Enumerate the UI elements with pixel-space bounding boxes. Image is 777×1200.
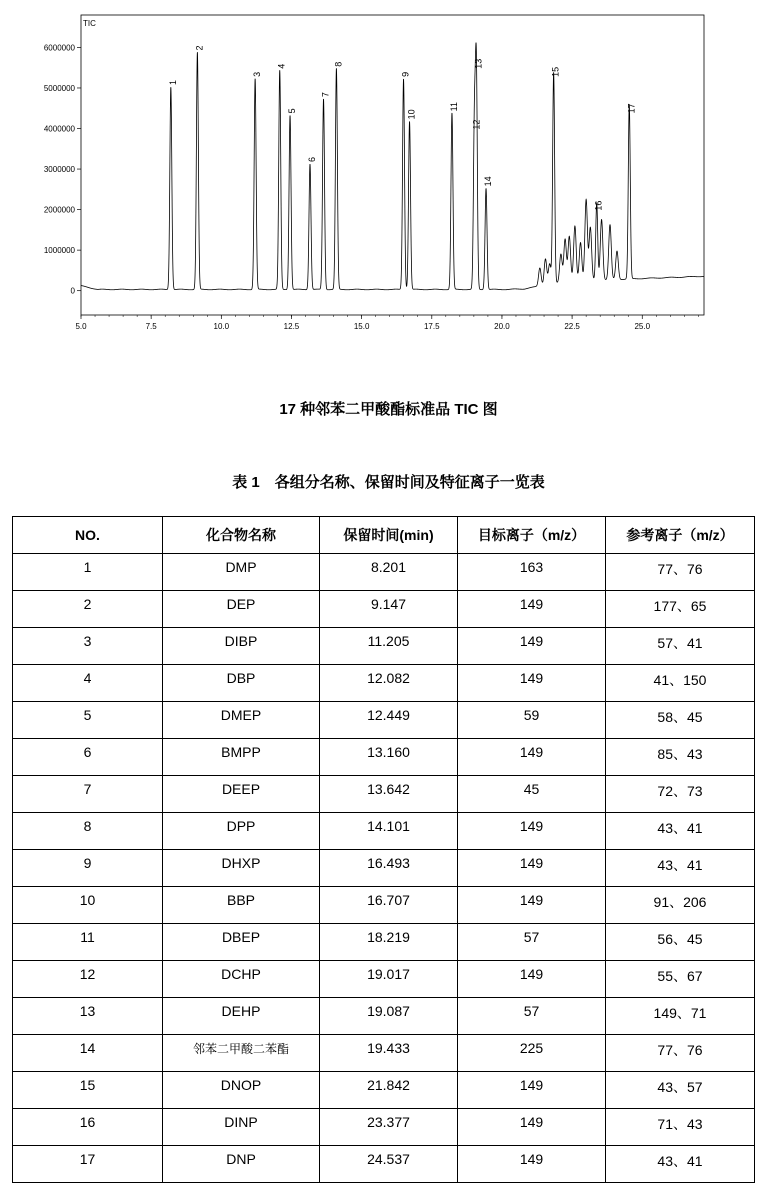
cell-reference-ion: 43、41 bbox=[606, 813, 755, 850]
cell-no: 12 bbox=[13, 961, 163, 998]
y-tick-label: 6000000 bbox=[43, 43, 75, 53]
cell-no: 6 bbox=[13, 739, 163, 776]
cell-reference-ion: 77、76 bbox=[606, 1035, 755, 1072]
peak-label: 17 bbox=[626, 103, 637, 114]
cell-target-ion: 149 bbox=[458, 591, 606, 628]
cell-compound-name: DEP bbox=[163, 591, 320, 628]
cell-compound-name: DINP bbox=[163, 1109, 320, 1146]
y-tick-label: 5000000 bbox=[43, 83, 75, 93]
cell-no: 17 bbox=[13, 1146, 163, 1183]
x-tick-label: 17.5 bbox=[423, 322, 440, 331]
cell-no: 9 bbox=[13, 850, 163, 887]
cell-no: 2 bbox=[13, 591, 163, 628]
table-row bbox=[13, 591, 755, 628]
cell-reference-ion: 149、71 bbox=[606, 998, 755, 1035]
cell-target-ion: 149 bbox=[458, 887, 606, 924]
peak-label: 4 bbox=[276, 63, 287, 69]
y-tick-label: 4000000 bbox=[43, 124, 75, 134]
table-row bbox=[13, 887, 755, 924]
cell-target-ion: 149 bbox=[458, 628, 606, 665]
cell-no: 7 bbox=[13, 776, 163, 813]
cell-reference-ion: 56、45 bbox=[606, 924, 755, 961]
cell-retention-time: 21.842 bbox=[320, 1072, 458, 1109]
peak-label: 11 bbox=[448, 101, 459, 112]
table-row bbox=[13, 850, 755, 887]
cell-target-ion: 57 bbox=[458, 924, 606, 961]
cell-compound-name: DHXP bbox=[163, 850, 320, 887]
cell-reference-ion: 91、206 bbox=[606, 887, 755, 924]
table-row bbox=[13, 554, 755, 591]
cell-retention-time: 18.219 bbox=[320, 924, 458, 961]
y-tick-label: 1000000 bbox=[43, 246, 75, 256]
header-no: NO. bbox=[13, 517, 163, 554]
peak-label: 12 bbox=[471, 119, 482, 130]
table-title: 表 1 各组分名称、保留时间及特征离子一览表 bbox=[232, 474, 545, 491]
cell-retention-time: 23.377 bbox=[320, 1109, 458, 1146]
peak-label: 6 bbox=[306, 156, 317, 162]
peak-label: 10 bbox=[406, 109, 417, 120]
cell-retention-time: 19.087 bbox=[320, 998, 458, 1035]
cell-no: 8 bbox=[13, 813, 163, 850]
cell-reference-ion: 55、67 bbox=[606, 961, 755, 998]
x-tick-label: 20.0 bbox=[494, 322, 510, 331]
cell-retention-time: 12.082 bbox=[320, 665, 458, 702]
cell-retention-time: 8.201 bbox=[320, 554, 458, 591]
cell-compound-name: BBP bbox=[163, 887, 320, 924]
cell-reference-ion: 43、41 bbox=[606, 1146, 755, 1183]
cell-compound-name: DCHP bbox=[163, 961, 320, 998]
header-compound-name: 化合物名称 bbox=[163, 517, 320, 554]
table-row bbox=[13, 1035, 755, 1072]
table-row bbox=[13, 739, 755, 776]
cell-compound-name: DMP bbox=[163, 554, 320, 591]
table-row bbox=[13, 702, 755, 739]
cell-reference-ion: 85、43 bbox=[606, 739, 755, 776]
x-tick-label: 7.5 bbox=[145, 322, 157, 331]
peak-label: 8 bbox=[333, 61, 344, 67]
cell-no: 10 bbox=[13, 887, 163, 924]
header-target-ion: 目标离子（m/z） bbox=[458, 517, 606, 554]
table-row bbox=[13, 813, 755, 850]
cell-compound-name: DNOP bbox=[163, 1072, 320, 1109]
table-body bbox=[13, 554, 755, 1183]
x-tick-label: 12.5 bbox=[283, 322, 300, 331]
cell-retention-time: 16.493 bbox=[320, 850, 458, 887]
cell-retention-time: 9.147 bbox=[320, 591, 458, 628]
header-retention-time: 保留时间(min) bbox=[320, 517, 458, 554]
cell-compound-name: DNP bbox=[163, 1146, 320, 1183]
cell-retention-time: 19.017 bbox=[320, 961, 458, 998]
cell-compound-name: DBP bbox=[163, 665, 320, 702]
cell-retention-time: 12.449 bbox=[320, 702, 458, 739]
cell-no: 15 bbox=[13, 1072, 163, 1109]
chart-caption: 17 种邻苯二甲酸酯标准品 TIC 图 bbox=[279, 401, 498, 418]
cell-compound-name: DMEP bbox=[163, 702, 320, 739]
peak-label: 2 bbox=[194, 45, 205, 51]
cell-reference-ion: 77、76 bbox=[606, 554, 755, 591]
tic-chromatogram bbox=[18, 10, 718, 340]
table-row bbox=[13, 665, 755, 702]
cell-target-ion: 59 bbox=[458, 702, 606, 739]
cell-compound-name: DEHP bbox=[163, 998, 320, 1035]
peak-label: 7 bbox=[320, 92, 331, 98]
cell-target-ion: 57 bbox=[458, 998, 606, 1035]
y-tick-label: 3000000 bbox=[43, 165, 75, 175]
table-row bbox=[13, 776, 755, 813]
peak-label: 9 bbox=[400, 71, 411, 77]
cell-compound-name: DPP bbox=[163, 813, 320, 850]
peak-label: 16 bbox=[593, 200, 604, 211]
table-row bbox=[13, 1109, 755, 1146]
cell-reference-ion: 58、45 bbox=[606, 702, 755, 739]
plot-frame bbox=[81, 15, 704, 315]
peak-label: 15 bbox=[550, 66, 561, 77]
peak-label: 5 bbox=[287, 108, 298, 114]
cell-no: 13 bbox=[13, 998, 163, 1035]
table-row bbox=[13, 924, 755, 961]
cell-reference-ion: 43、41 bbox=[606, 850, 755, 887]
cell-retention-time: 19.433 bbox=[320, 1035, 458, 1072]
table-header-row bbox=[13, 517, 755, 554]
cell-no: 5 bbox=[13, 702, 163, 739]
y-tick-label: 0 bbox=[70, 286, 75, 296]
cell-target-ion: 149 bbox=[458, 1109, 606, 1146]
cell-no: 14 bbox=[13, 1035, 163, 1072]
peak-label: 3 bbox=[252, 71, 263, 77]
cell-target-ion: 149 bbox=[458, 1072, 606, 1109]
table-row bbox=[13, 961, 755, 998]
cell-reference-ion: 57、41 bbox=[606, 628, 755, 665]
cell-target-ion: 149 bbox=[458, 961, 606, 998]
cell-target-ion: 149 bbox=[458, 850, 606, 887]
cell-no: 3 bbox=[13, 628, 163, 665]
cell-retention-time: 16.707 bbox=[320, 887, 458, 924]
table-row bbox=[13, 1072, 755, 1109]
peak-label: 13 bbox=[473, 58, 484, 69]
x-tick-label: 5.0 bbox=[75, 322, 87, 331]
cell-no: 16 bbox=[13, 1109, 163, 1146]
cell-reference-ion: 41、150 bbox=[606, 665, 755, 702]
table-row bbox=[13, 998, 755, 1035]
cell-target-ion: 149 bbox=[458, 665, 606, 702]
cell-compound-name: DEEP bbox=[163, 776, 320, 813]
cell-compound-name: DIBP bbox=[163, 628, 320, 665]
table-row bbox=[13, 628, 755, 665]
x-tick-label: 22.5 bbox=[564, 322, 580, 331]
cell-retention-time: 13.160 bbox=[320, 739, 458, 776]
cell-reference-ion: 43、57 bbox=[606, 1072, 755, 1109]
tic-trace bbox=[81, 43, 704, 290]
cell-no: 11 bbox=[13, 924, 163, 961]
x-tick-label: 10.0 bbox=[213, 322, 230, 331]
cell-compound-name: BMPP bbox=[163, 739, 320, 776]
cell-reference-ion: 72、73 bbox=[606, 776, 755, 813]
cell-target-ion: 149 bbox=[458, 813, 606, 850]
cell-compound-name: DBEP bbox=[163, 924, 320, 961]
peak-label: 14 bbox=[483, 176, 494, 187]
cell-reference-ion: 177、65 bbox=[606, 591, 755, 628]
cell-reference-ion: 71、43 bbox=[606, 1109, 755, 1146]
cell-no: 4 bbox=[13, 665, 163, 702]
cell-retention-time: 14.101 bbox=[320, 813, 458, 850]
cell-no: 1 bbox=[13, 554, 163, 591]
cell-target-ion: 149 bbox=[458, 1146, 606, 1183]
cell-target-ion: 149 bbox=[458, 739, 606, 776]
cell-target-ion: 45 bbox=[458, 776, 606, 813]
peak-label: 1 bbox=[167, 79, 178, 85]
header-reference-ion: 参考离子（m/z） bbox=[606, 517, 755, 554]
y-tick-label: 2000000 bbox=[43, 205, 75, 215]
cell-target-ion: 163 bbox=[458, 554, 606, 591]
x-tick-label: 25.0 bbox=[634, 322, 651, 331]
cell-retention-time: 24.537 bbox=[320, 1146, 458, 1183]
cell-retention-time: 11.205 bbox=[320, 628, 458, 665]
cell-retention-time: 13.642 bbox=[320, 776, 458, 813]
x-tick-label: 15.0 bbox=[353, 322, 370, 331]
component-table bbox=[12, 516, 755, 1183]
table-row bbox=[13, 1146, 755, 1183]
y-axis-label: TIC bbox=[83, 19, 96, 28]
cell-compound-name: 邻苯二甲酸二苯酯 bbox=[163, 1035, 320, 1072]
cell-target-ion: 225 bbox=[458, 1035, 606, 1072]
chromatogram-plot bbox=[18, 10, 718, 340]
